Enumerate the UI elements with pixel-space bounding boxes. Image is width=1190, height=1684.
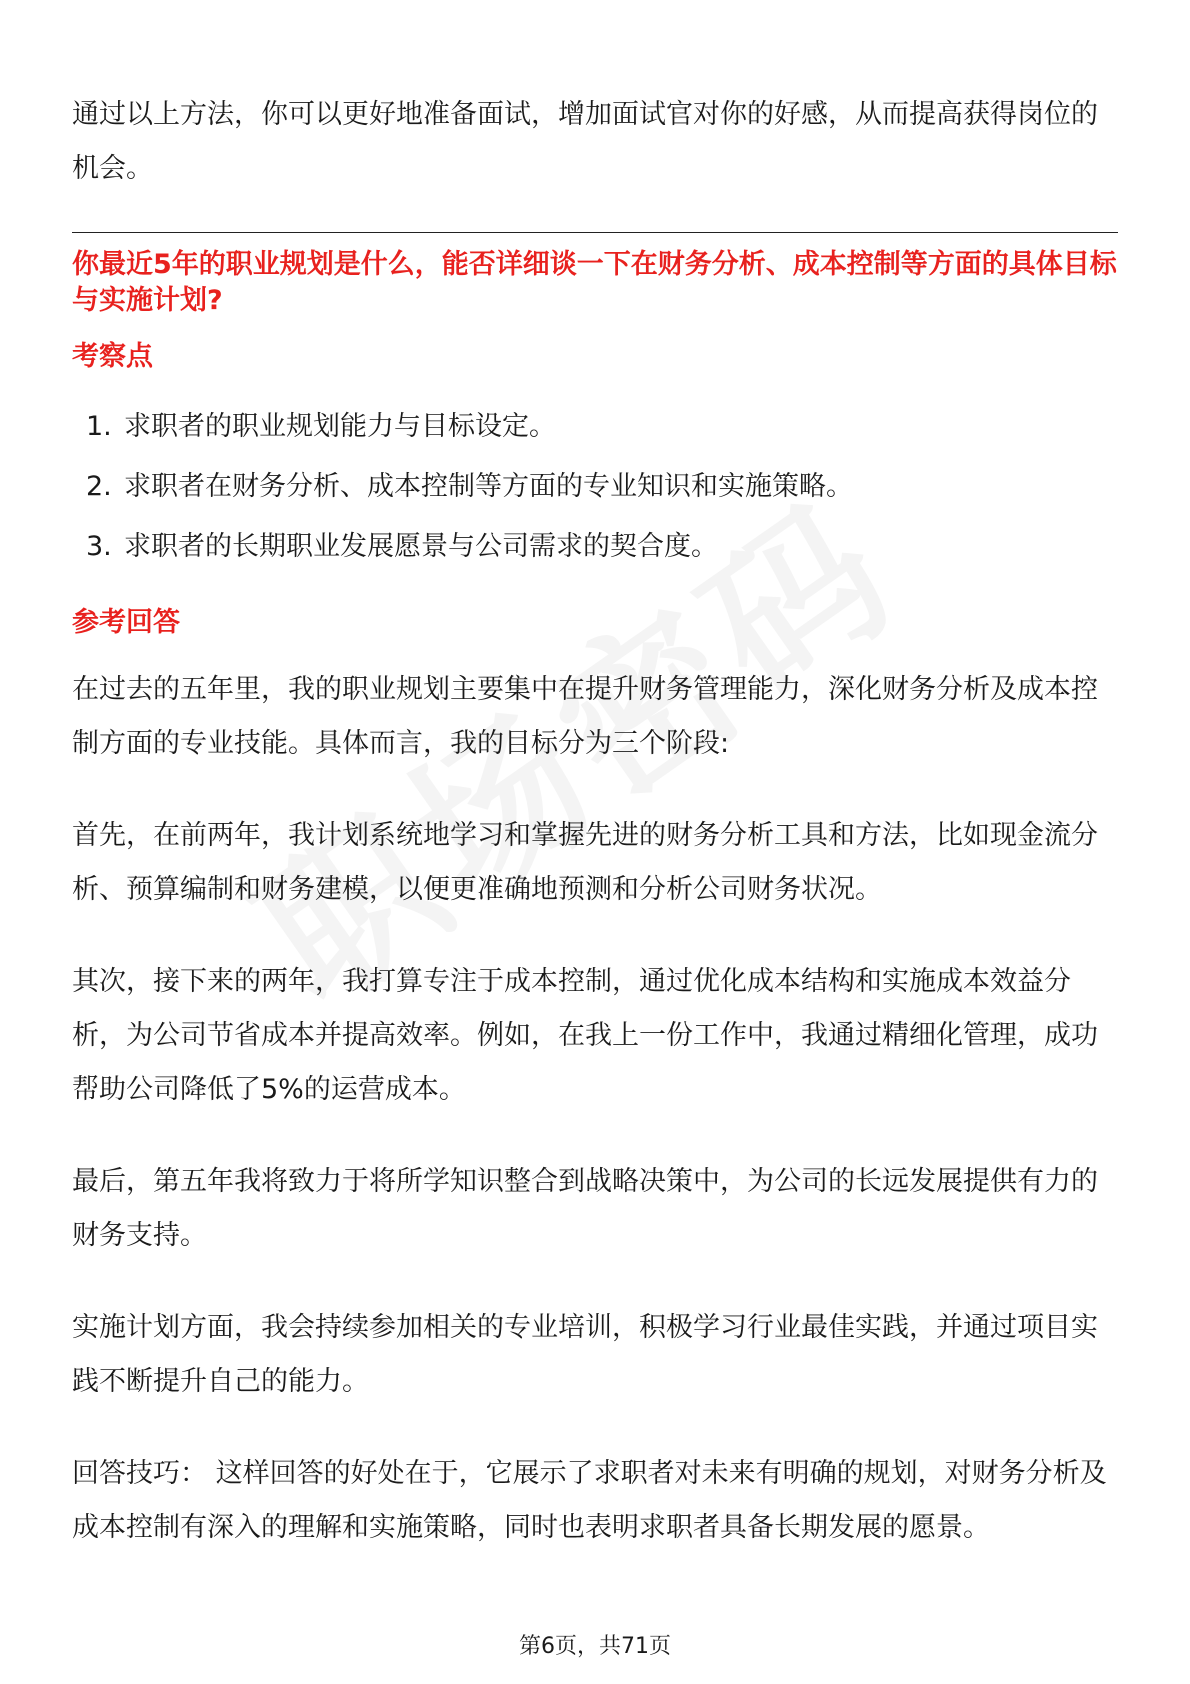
question-heading: 你最近5年的职业规划是什么，能否详细谈一下在财务分析、成本控制等方面的具体目标与实施计划? — [72, 249, 1117, 316]
answer-paragraph: 其次，接下来的两年，我打算专注于成本控制，通过优化成本结构和实施成本效益分析，为公司节省成本并提高效率。例如，在我上一份工作中，我通过精细化管理，成功帮助公司降低了5%的运营成本。 — [72, 966, 1098, 1105]
points-list — [72, 397, 1118, 577]
answer-title: 参考回答 — [72, 607, 180, 638]
points-title: 考察点 — [72, 341, 153, 372]
list-item-number: 1. — [86, 411, 112, 442]
list-item-text: 求职者在财务分析、成本控制等方面的专业知识和实施策略。 — [124, 471, 853, 502]
answer-tips-paragraph: 回答技巧： 这样回答的好处在于，它展示了求职者对未来有明确的规划，对财务分析及成本控制有深入的理解和实施策略，同时也表明求职者具备长期发展的愿景。 — [72, 1458, 1107, 1543]
list-item-text: 求职者的职业规划能力与目标设定。 — [124, 411, 556, 442]
list-item-number: 2. — [86, 471, 112, 502]
intro-paragraph: 通过以上方法，你可以更好地准备面试，增加面试官对你的好感，从而提高获得岗位的机会。 — [72, 99, 1098, 184]
answer-paragraph: 首先，在前两年，我计划系统地学习和掌握先进的财务分析工具和方法，比如现金流分析、预算编制和财务建模，以便更准确地预测和分析公司财务状况。 — [72, 820, 1098, 905]
answer-paragraph: 在过去的五年里，我的职业规划主要集中在提升财务管理能力，深化财务分析及成本控制方面的专业技能。具体而言，我的目标分为三个阶段: — [72, 674, 1098, 759]
page-number: 第6页，共71页 — [519, 1634, 671, 1659]
answer-paragraph: 实施计划方面，我会持续参加相关的专业培训，积极学习行业最佳实践，并通过项目实践不断提升自己的能力。 — [72, 1312, 1098, 1397]
list-item — [72, 457, 1118, 517]
list-item — [72, 397, 1118, 457]
answer-paragraph: 最后，第五年我将致力于将所学知识整合到战略决策中，为公司的长远发展提供有力的财务支持。 — [72, 1166, 1098, 1251]
section-divider — [72, 232, 1118, 233]
list-item-number: 3. — [86, 531, 112, 562]
list-item — [72, 517, 1118, 577]
page-content — [72, 88, 1118, 1555]
list-item-text: 求职者的长期职业发展愿景与公司需求的契合度。 — [124, 531, 718, 562]
